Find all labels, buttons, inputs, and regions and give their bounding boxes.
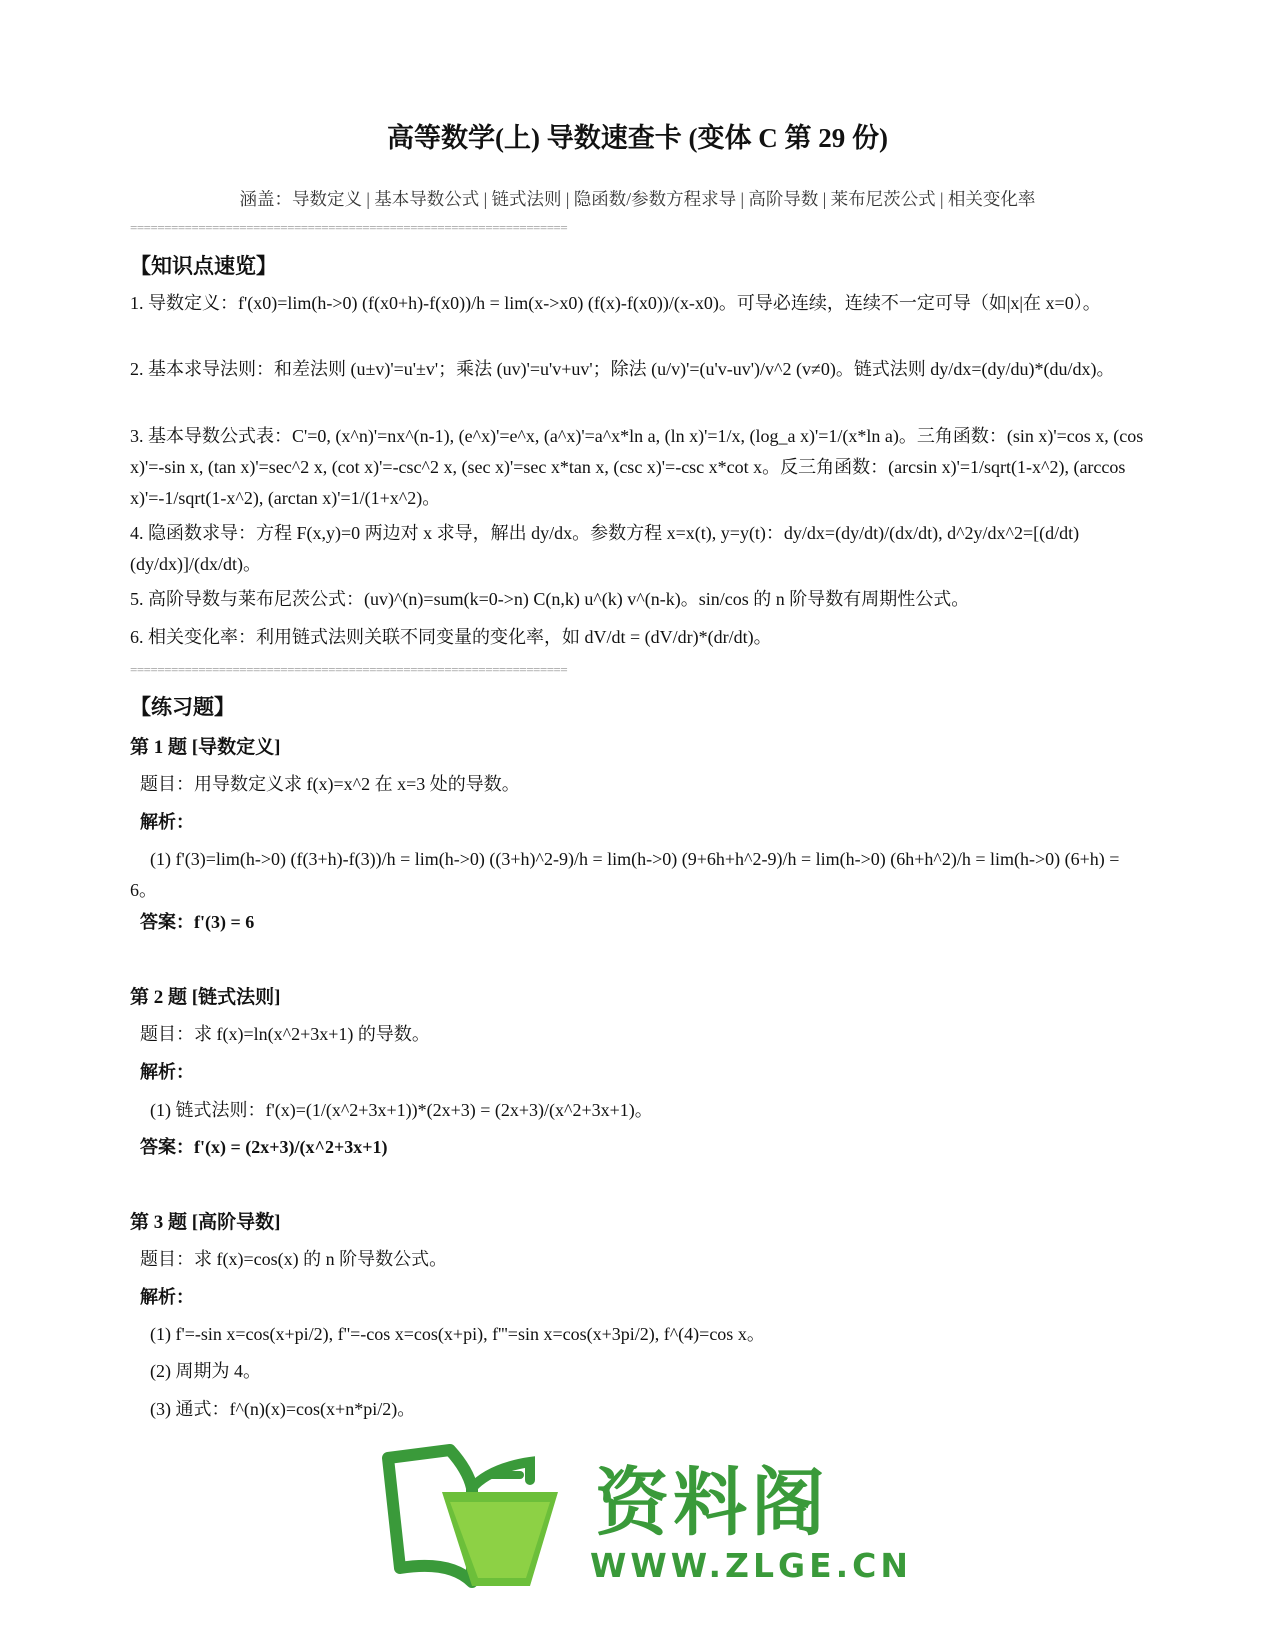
document-title: 高等数学(上) 导数速查卡 (变体 C 第 29 份) bbox=[387, 123, 888, 153]
question-2-step-1: (1) 链式法则：f'(x)=(1/(x^2+3x+1))*(2x+3) = (2x+3)/(x^2+3x+1)。 bbox=[150, 1100, 653, 1120]
document-subtitle: 涵盖：导数定义 | 基本导数公式 | 链式法则 | 隐函数/参数方程求导 | 高阶导数 | 莱布尼茨公式 | 相关变化率 bbox=[239, 189, 1036, 209]
knowledge-item-5: 5. 高阶导数与莱布尼茨公式：(uv)^(n)=sum(k=0->n) C(n,k) u^(k) v^(n-k)。sin/cos 的 n 阶导数有周期性公式。 bbox=[130, 589, 970, 609]
knowledge-item-2: 2. 基本求导法则：和差法则 (u±v)'=u'±v'；乘法 (uv)'=u'v+uv'；除法 (u/v)'=(u'v-uv')/v^2 (v≠0)。链式法则 dy/dx=(dy/du)*(du/dx)。 bbox=[130, 359, 1115, 379]
practice-heading: 【练习题】 bbox=[130, 695, 235, 719]
question-1-header: 第 1 题 [导数定义] bbox=[130, 737, 281, 758]
knowledge-heading: 【知识点速览】 bbox=[130, 254, 277, 278]
divider-rule: ================================================================ bbox=[130, 662, 568, 677]
watermark-url: WWW.ZLGE.CN bbox=[590, 1546, 913, 1585]
book-folder-icon bbox=[380, 1440, 570, 1590]
question-3-prompt: 题目：求 f(x)=cos(x) 的 n 阶导数公式。 bbox=[140, 1249, 448, 1269]
watermark-name: 资料阁 bbox=[595, 1460, 829, 1546]
question-3-step-3: (3) 通式：f^(n)(x)=cos(x+n*pi/2)。 bbox=[150, 1399, 416, 1419]
question-3-header: 第 3 题 [高阶导数] bbox=[130, 1212, 281, 1233]
question-2-header: 第 2 题 [链式法则] bbox=[130, 987, 281, 1008]
question-3-analysis-label: 解析： bbox=[140, 1287, 194, 1307]
question-3-step-2: (2) 周期为 4。 bbox=[150, 1361, 261, 1381]
question-1-prompt: 题目：用导数定义求 f(x)=x^2 在 x=3 处的导数。 bbox=[140, 774, 520, 794]
question-3-step-1: (1) f'=-sin x=cos(x+pi/2), f''=-cos x=cos(x+pi), f'''=sin x=cos(x+3pi/2), f^(4)=cos x。 bbox=[150, 1324, 765, 1344]
question-1-answer: 答案：f'(3) = 6 bbox=[140, 912, 255, 932]
knowledge-item-3: 3. 基本导数公式表：C'=0, (x^n)'=nx^(n-1), (e^x)'=e^x, (a^x)'=a^x*ln a, (ln x)'=1/x, (log_a x)'=1/(x*ln a)。三角函数：(sin x)'=cos x, (cos x)'=-sin x, (tan x)'=sec^2 x, (cot x)'=-csc^2 x, (sec x)'=sec x*tan x, (csc x)'=-csc x*cot x。反三角函数：(arcsin x)'=1/sqrt(1-x^2), (arccos x)'=-1/sqrt(1-x^2), (arctan x)'=1/(1+x^2)。 bbox=[130, 426, 1144, 508]
knowledge-item-1: 1. 导数定义：f'(x0)=lim(h->0) (f(x0+h)-f(x0))/h = lim(x->x0) (f(x)-f(x0))/(x-x0)。可导必连续，连续不一定可导（如|x|在 x=0）。 bbox=[130, 293, 1101, 313]
knowledge-item-6: 6. 相关变化率：利用链式法则关联不同变量的变化率，如 dV/dt = (dV/dr)*(dr/dt)。 bbox=[130, 627, 772, 647]
question-1-step-1: (1) f'(3)=lim(h->0) (f(3+h)-f(3))/h = lim(h->0) ((3+h)^2-9)/h = lim(h->0) (9+6h+h^2-9)/h = lim(h->0) (6h+h^2)/h = lim(h->0) (6+h) = 6。 bbox=[130, 849, 1120, 900]
divider-rule: ================================================================ bbox=[130, 220, 568, 235]
watermark-logo bbox=[400, 1450, 913, 1600]
question-2-prompt: 题目：求 f(x)=ln(x^2+3x+1) 的导数。 bbox=[140, 1024, 430, 1044]
knowledge-item-4: 4. 隐函数求导：方程 F(x,y)=0 两边对 x 求导，解出 dy/dx。参数方程 x=x(t), y=y(t)：dy/dx=(dy/dt)/(dx/dt), d^2y/dx^2=[(d/dt)(dy/dx)]/(dx/dt)。 bbox=[130, 523, 1080, 574]
question-2-analysis-label: 解析： bbox=[140, 1062, 194, 1082]
question-1-analysis-label: 解析： bbox=[140, 812, 194, 832]
question-2-answer: 答案：f'(x) = (2x+3)/(x^2+3x+1) bbox=[140, 1137, 388, 1157]
